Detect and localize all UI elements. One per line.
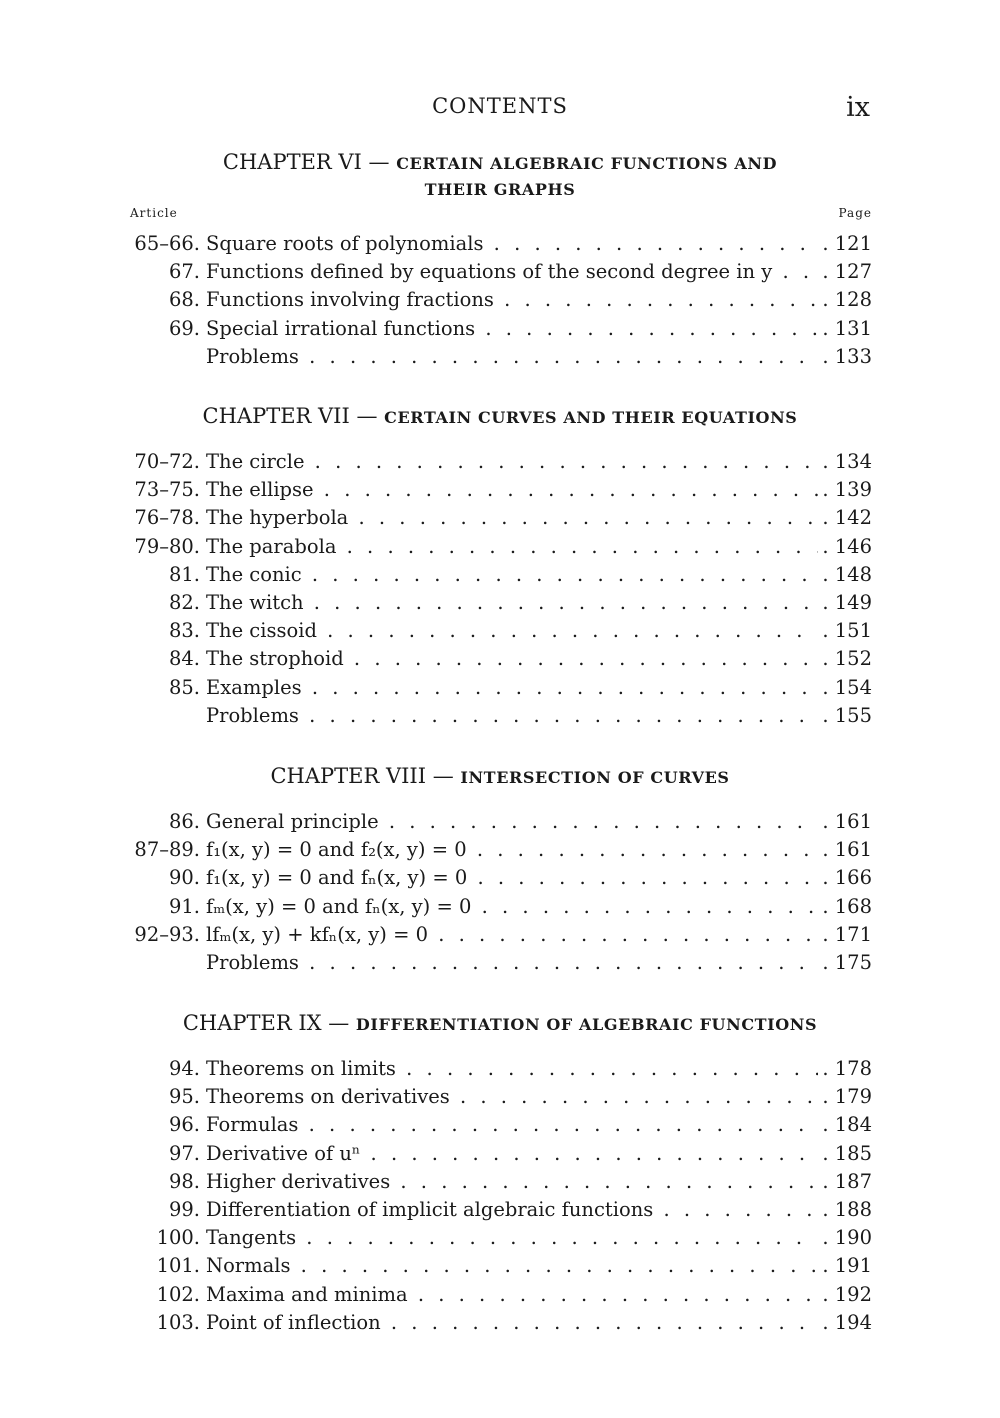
article-number: 87–89. (134, 838, 200, 862)
entry-title: Functions defined by equations of the second degree in y . . . (206, 258, 818, 286)
page-ref: . 134 (818, 448, 872, 476)
article-number: 90. (168, 866, 200, 890)
entry-title: Theorems on limits . . . (206, 1055, 818, 1083)
article-number: 101. (156, 1254, 200, 1278)
article-number: 69. (168, 316, 200, 340)
chapter-label: CHAPTER IX (182, 1011, 322, 1035)
toc-entry[interactable] (120, 921, 880, 949)
page-ref: . 188 (818, 1196, 872, 1224)
page-ref: . 166 (818, 864, 872, 892)
chapter-8 (120, 764, 880, 977)
article-number: 83. (168, 619, 200, 643)
toc-entry[interactable] (120, 504, 880, 532)
toc-entry[interactable] (120, 617, 880, 645)
article-number: 82. (168, 590, 200, 614)
chapter-subtitle: CERTAIN ALGEBRAIC FUNCTIONS AND (396, 154, 778, 173)
article-number: 79–80. (134, 534, 200, 558)
entry-title: Higher derivatives . . . (206, 1168, 818, 1196)
toc-entry[interactable] (120, 1111, 880, 1139)
entry-title: The witch . . . (206, 589, 818, 617)
running-title: CONTENTS (432, 94, 568, 118)
chapter-label: CHAPTER VII (202, 404, 350, 428)
chapter-9 (120, 1011, 880, 1337)
entry-title: lfₘ(x, y) + kfₙ(x, y) = 0 . . . (206, 921, 818, 949)
entry-title: Special irrational functions . . . (206, 315, 818, 343)
entry-title: f₁(x, y) = 0 and f₂(x, y) = 0 . . . (206, 836, 818, 864)
page-ref: . 149 (818, 589, 872, 617)
article-column-header: Article (130, 206, 178, 220)
toc-entry[interactable] (120, 674, 880, 702)
page-ref: . 128 (818, 286, 872, 314)
toc-entry[interactable] (120, 1196, 880, 1224)
toc-entry[interactable] (120, 893, 880, 921)
toc-entry[interactable] (120, 533, 880, 561)
chapter-heading: CHAPTER VIII — INTERSECTION OF CURVES (270, 764, 730, 788)
page-ref: . 121 (818, 230, 872, 258)
page-ref: . 142 (818, 504, 872, 532)
entry-title: The circle . . . (206, 448, 818, 476)
page-number: ix (846, 92, 870, 123)
toc-entry[interactable] (120, 1224, 880, 1252)
toc-entry[interactable] (120, 561, 880, 589)
toc-entry[interactable] (120, 476, 880, 504)
toc-entry[interactable] (120, 645, 880, 673)
toc-entry[interactable] (120, 836, 880, 864)
page-ref: . 139 (818, 476, 872, 504)
toc-entry[interactable] (120, 286, 880, 314)
entry-title: Derivative of uⁿ . . . (206, 1140, 818, 1168)
article-number: 67. (168, 260, 200, 284)
entry-title: Examples . . . (206, 674, 818, 702)
toc-entry[interactable] (120, 1055, 880, 1083)
article-number: 65–66. (134, 232, 200, 255)
article-number: 81. (168, 562, 200, 586)
article-number: 68. (168, 288, 200, 312)
page-ref: . 127 (818, 258, 872, 286)
article-number: 70–72. (134, 450, 200, 473)
page-ref: . 154 (818, 674, 872, 702)
toc-entry[interactable] (120, 949, 880, 977)
entry-title: Tangents . . . (206, 1224, 818, 1252)
entry-title: Normals . . . (206, 1252, 818, 1280)
page-ref: . 190 (818, 1224, 872, 1252)
entry-title: Theorems on derivatives . . . (206, 1083, 818, 1111)
chapter-heading: CHAPTER IX — DIFFERENTIATION OF ALGEBRAIC FUNCTIONS (182, 1011, 818, 1035)
article-number: 99. (168, 1197, 200, 1221)
page-ref: . 152 (818, 645, 872, 673)
entry-title: Maxima and minima . . . (206, 1281, 818, 1309)
toc-entry[interactable] (120, 1281, 880, 1309)
page-ref: . 133 (818, 343, 872, 371)
article-number: 84. (168, 647, 200, 671)
article-number: 91. (168, 894, 200, 918)
toc-entry[interactable] (120, 589, 880, 617)
article-number: 76–78. (134, 506, 200, 530)
article-number: 102. (156, 1282, 200, 1306)
entry-title: f₁(x, y) = 0 and fₙ(x, y) = 0 . . . (206, 864, 818, 892)
chapter-heading: CHAPTER VI — CERTAIN ALGEBRAIC FUNCTIONS AND THEIR GRAPHS (222, 150, 778, 199)
page-ref: . 184 (818, 1111, 872, 1139)
article-number: 96. (168, 1113, 200, 1137)
toc-entry[interactable] (120, 808, 880, 836)
page-ref: . 191 (818, 1252, 872, 1280)
toc-entry[interactable] (120, 702, 880, 730)
article-number: 98. (168, 1169, 200, 1193)
page-ref: . 155 (818, 702, 872, 730)
chapter-label: CHAPTER VI (222, 150, 362, 174)
toc-entry[interactable] (120, 1168, 880, 1196)
article-number: 103. (156, 1310, 200, 1334)
toc-entry[interactable] (120, 1140, 880, 1168)
chapter-subtitle: DIFFERENTIATION OF ALGEBRAIC FUNCTIONS (355, 1015, 818, 1034)
entry-title: Functions involving fractions . . . (206, 286, 818, 314)
chapter-subtitle-line2: THEIR GRAPHS (424, 180, 576, 199)
page-ref: . 185 (818, 1140, 872, 1168)
article-number: 73–75. (134, 478, 200, 502)
entry-title: The strophoid . . . (206, 645, 818, 673)
column-headers (120, 206, 880, 224)
running-head (0, 92, 1000, 126)
chapter-heading: CHAPTER VII — CERTAIN CURVES AND THEIR EQUATIONS (202, 404, 798, 428)
entry-title: Problems . . . (206, 949, 818, 977)
page-ref: . 148 (818, 561, 872, 589)
entry-title: The parabola . . . (206, 533, 818, 561)
entry-title: Differentiation of implicit algebraic functions . . . (206, 1196, 818, 1224)
toc-entry[interactable] (120, 448, 880, 476)
page-ref: . 161 (818, 808, 872, 836)
page-ref: . 194 (818, 1309, 872, 1337)
toc-entry[interactable] (120, 258, 880, 286)
chapter-7 (120, 404, 880, 730)
article-number: 95. (168, 1085, 200, 1109)
chapter-6 (120, 150, 880, 371)
article-number: 94. (168, 1057, 200, 1080)
entry-title: Problems . . . (206, 343, 818, 371)
article-number: 92–93. (134, 922, 200, 946)
toc-entry[interactable] (120, 315, 880, 343)
toc-entry[interactable] (120, 343, 880, 371)
page-ref: . 131 (818, 315, 872, 343)
entry-title: Problems . . . (206, 702, 818, 730)
toc-entry[interactable] (120, 1309, 880, 1337)
entry-title: The conic . . . (206, 561, 818, 589)
article-number: 86. (168, 810, 200, 833)
page-ref: . 178 (818, 1055, 872, 1083)
page-column-header: Page (838, 206, 872, 220)
chapter-subtitle: INTERSECTION OF CURVES (460, 768, 730, 787)
page-ref: . 179 (818, 1083, 872, 1111)
page-ref: . 168 (818, 893, 872, 921)
entry-title: Square roots of polynomials . . . (206, 230, 818, 258)
entry-title: The ellipse . . . (206, 476, 818, 504)
page-ref: . 192 (818, 1281, 872, 1309)
page-ref: . 187 (818, 1168, 872, 1196)
page-ref: . 146 (818, 533, 872, 561)
page-ref: . 171 (818, 921, 872, 949)
toc-entry[interactable] (120, 1083, 880, 1111)
entry-title: Formulas . . . (206, 1111, 818, 1139)
entry-title: Point of inflection . . . (206, 1309, 818, 1337)
article-number: 100. (156, 1226, 200, 1250)
toc-entry[interactable] (120, 230, 880, 258)
entry-title: General principle . . . (206, 808, 818, 836)
entry-title: The cissoid . . . (206, 617, 818, 645)
entry-title: fₘ(x, y) = 0 and fₙ(x, y) = 0 . . . (206, 893, 818, 921)
chapter-label: CHAPTER VIII (270, 764, 427, 788)
entry-title: The hyperbola . . . (206, 504, 818, 532)
toc-entry[interactable] (120, 864, 880, 892)
page-ref: . 151 (818, 617, 872, 645)
article-number: 97. (168, 1141, 200, 1165)
toc-entry[interactable] (120, 1252, 880, 1280)
article-number: 85. (168, 675, 200, 699)
page-ref: . 161 (818, 836, 872, 864)
page-ref: . 175 (818, 949, 872, 977)
chapter-subtitle: CERTAIN CURVES AND THEIR EQUATIONS (384, 408, 798, 427)
